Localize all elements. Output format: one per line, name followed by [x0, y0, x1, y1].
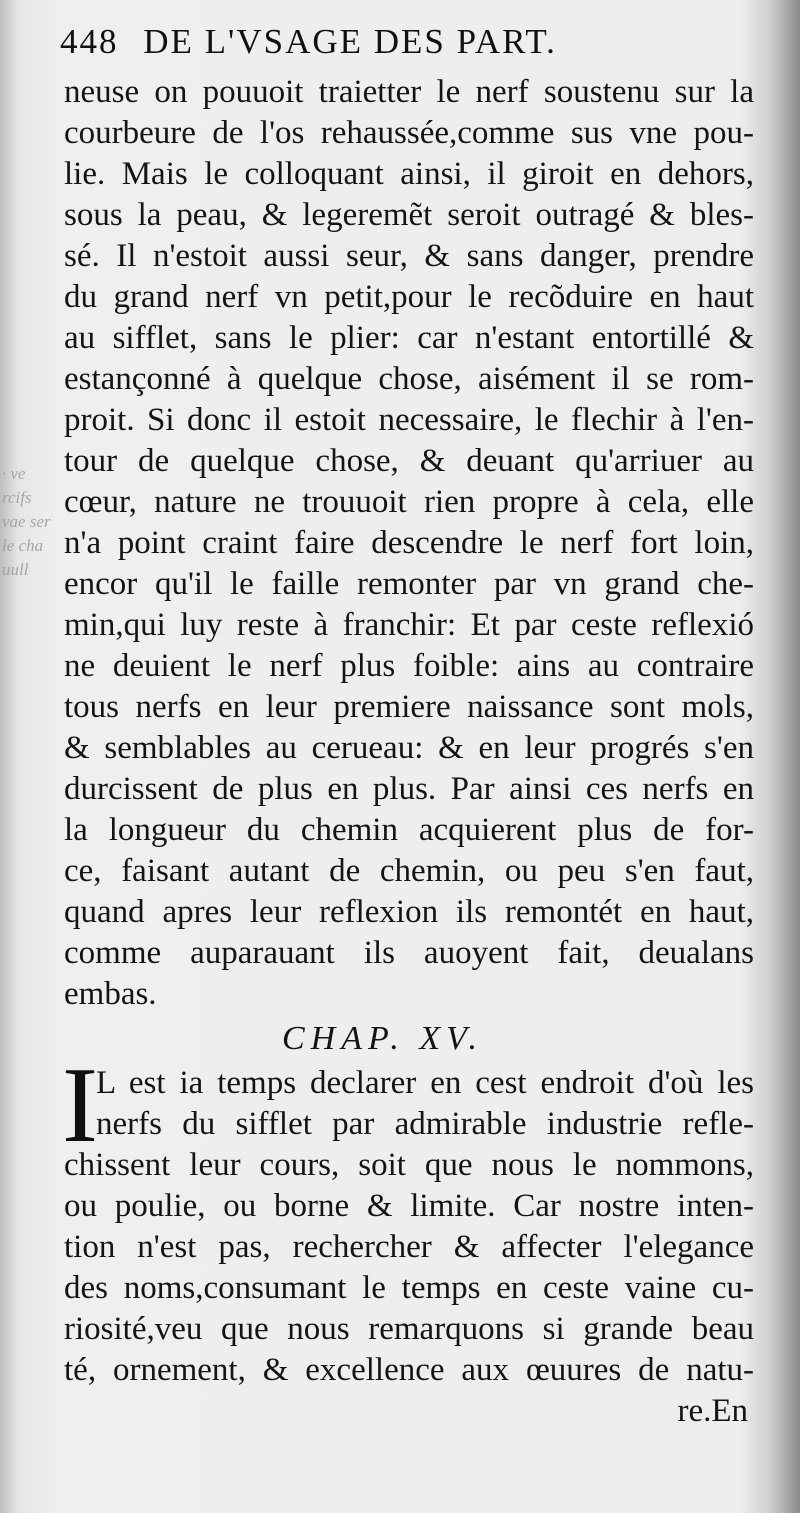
text-line: la longueur du chemin acquierent plus de for-: [64, 812, 754, 848]
running-header: [60, 22, 732, 62]
text-line-last: embas.: [64, 976, 157, 1012]
bleed-line: le cha: [2, 536, 44, 555]
text-line: min,qui luy reste à franchir: Et par ceste reflexió: [64, 607, 754, 643]
text-line: des noms,consumant le temps en ceste vaine cu-: [64, 1270, 754, 1306]
bleed-line: rcifs: [2, 488, 32, 507]
text-line: cœur, nature ne trouuoit rien propre à cela, elle: [64, 484, 754, 520]
text-line: courbeure de l'os rehaussée,comme sus vne pou-: [64, 115, 754, 151]
text-line: riosité,veu que nous remarquons si grande beau: [64, 1311, 754, 1347]
text-line: ne deuient le nerf plus foible: ains au contraire: [64, 648, 754, 684]
text-line: ou poulie, ou borne & limite. Car nostre inten-: [64, 1188, 754, 1224]
text-line: du grand nerf vn petit,pour le recõduire en haut: [64, 279, 754, 315]
text-line: L est ia temps declarer en cest endroit d'où les: [96, 1065, 754, 1101]
text-line: nerfs du sifflet par admirable industrie refle-: [96, 1106, 754, 1142]
catchword: re.En: [677, 1393, 748, 1429]
margin-bleed-through: [2, 462, 51, 582]
text-line: lie. Mais le colloquant ainsi, il giroit en dehors,: [64, 156, 754, 192]
bleed-line: uull: [2, 560, 29, 579]
text-line: proit. Si donc il estoit necessaire, le flechir à l'en-: [64, 402, 754, 438]
bleed-line: vae ser: [2, 512, 51, 531]
text-line: té, ornement, & excellence aux œuures de natu-: [64, 1352, 754, 1388]
text-line: neuse on pouuoit traietter le nerf soustenu sur la: [64, 74, 754, 110]
text-line: tion n'est pas, rechercher & affecter l'elegance: [64, 1229, 754, 1265]
text-line: tous nerfs en leur premiere naissance sont mols,: [64, 689, 754, 725]
bleed-line: · ve: [2, 464, 26, 483]
running-title: DE L'VSAGE DES PART.: [143, 22, 557, 61]
page-number: 448: [60, 22, 119, 61]
text-line: au sifflet, sans le plier: car n'estant entortillé &: [64, 320, 754, 356]
text-line: encor qu'il le faille remonter par vn grand che-: [64, 566, 754, 602]
text-line: n'a point craint faire descendre le nerf fort loin,: [64, 525, 754, 561]
text-line: estançonné à quelque chose, aisément il se rom-: [64, 361, 754, 397]
text-line: sous la peau, & legeremẽt seroit outragé & bles-: [64, 197, 754, 233]
text-line: comme auparauant ils auoyent fait, deualans: [64, 935, 754, 971]
text-line: quand apres leur reflexion ils remontét en haut,: [64, 894, 754, 930]
body-text: [64, 72, 754, 1432]
drop-cap: I: [62, 1046, 98, 1165]
text-line: durcissent de plus en plus. Par ainsi ces nerfs en: [64, 771, 754, 807]
text-line: tour de quelque chose, & deuant qu'arriuer au: [64, 443, 754, 479]
chapter-heading: CHAP. XV.: [282, 1020, 484, 1057]
text-line: & semblables au cerueau: & en leur progrés s'en: [64, 730, 754, 766]
text-line: ce, faisant autant de chemin, ou peu s'en faut,: [64, 853, 754, 889]
text-line: sé. Il n'estoit aussi seur, & sans danger, prendre: [64, 238, 754, 274]
text-line: chissent leur cours, soit que nous le nommons,: [64, 1147, 754, 1183]
